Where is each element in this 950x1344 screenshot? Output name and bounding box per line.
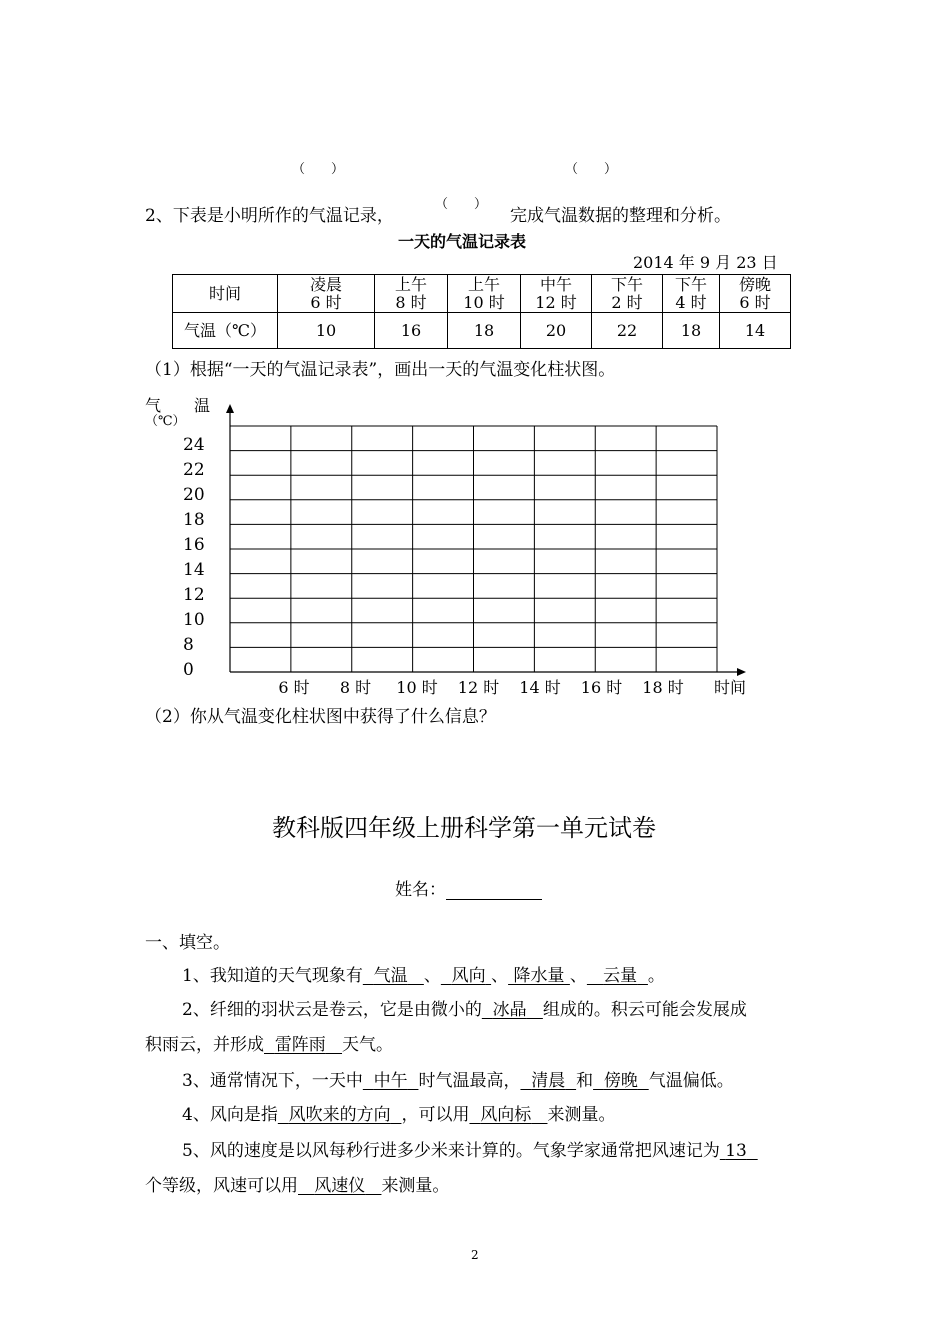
- answer-blank: 冰晶: [492, 1000, 527, 1020]
- table-date: 2014 年 9 月 23 日: [633, 253, 778, 272]
- answer-blank: 傍晚: [603, 1071, 638, 1091]
- answer-blank: 雷阵雨: [274, 1035, 326, 1055]
- answer-blank: 中午: [373, 1071, 408, 1091]
- table-cell-time: 下午 4 时: [663, 275, 720, 313]
- table-cell-temp: 10: [278, 313, 375, 349]
- y-tick-label: 14: [183, 560, 205, 580]
- table-cell-temp: 16: [375, 313, 448, 349]
- fill-question-1: 1、我知道的天气现象有 气温 、 风向 、 降水量 、 云量 。: [182, 966, 665, 986]
- table-cell-time: 上午 10 时: [448, 275, 521, 313]
- table-cell-temp: 20: [521, 313, 592, 349]
- answer-blank: 清晨: [531, 1071, 566, 1091]
- x-tick-label: 16 时: [580, 678, 623, 697]
- answer-blank: 云量: [603, 966, 638, 986]
- table-cell-time: 中午 12 时: [521, 275, 592, 313]
- y-tick-label: 0: [183, 660, 194, 680]
- chart-axes: [226, 404, 746, 676]
- x-axis-label: 时间: [713, 678, 747, 697]
- x-tick-label: 18 时: [642, 678, 684, 697]
- y-tick-label: 24: [183, 435, 205, 455]
- table-cell-temp: 22: [592, 313, 663, 349]
- chart-xticks: [278, 678, 746, 697]
- name-field: [395, 875, 542, 900]
- x-tick-label: 8 时: [339, 678, 372, 697]
- x-axis-arrow: [737, 668, 746, 676]
- table-header-temp: 气温（℃）: [173, 313, 278, 349]
- table-cell-temp: 14: [720, 313, 791, 349]
- chart-grid: [230, 426, 717, 672]
- y-tick-label: 10: [183, 610, 205, 630]
- y-axis-arrow: [226, 404, 234, 413]
- exam-title: 教科版四年级上册科学第一单元试卷: [272, 814, 656, 842]
- y-tick-label: 18: [183, 510, 205, 530]
- answer-blank: 13: [725, 1141, 747, 1161]
- table-header-time: 时间: [173, 275, 278, 313]
- x-tick-label: 6 时: [278, 678, 310, 697]
- table-cell-time: 下午 2 时: [592, 275, 663, 313]
- y-tick-label: 16: [183, 535, 205, 555]
- table-cell-time: 凌晨 6 时: [278, 275, 375, 313]
- name-label: 姓名：: [395, 880, 446, 900]
- answer-blank: 风速仪: [314, 1176, 366, 1196]
- chart-yticks: [183, 435, 205, 680]
- chart-ylabel-unit: （℃）: [145, 414, 186, 429]
- fill-question-5: 5、风的速度是以风每秒行进多少米来计算的。气象学家通常把风速记为 13: [182, 1136, 758, 1161]
- fill-question-2: 2、纤细的羽状云是卷云，它是由微小的 冰晶 组成的。积云可能会发展成: [182, 1000, 747, 1020]
- blank-paren: （ ）: [565, 162, 618, 177]
- fill-question-3: 3、通常情况下，一天中 中午 时气温最高， 清晨 和 傍晚 气温偏低。: [182, 1071, 734, 1091]
- y-tick-label: 22: [183, 460, 205, 480]
- table-cell-time: 上午 8 时: [375, 275, 448, 313]
- blank-paren: （ ）: [292, 162, 345, 177]
- table-cell-temp: 18: [663, 313, 720, 349]
- page-number: 2: [471, 1248, 479, 1262]
- chart-ylabel: 气: [145, 396, 162, 415]
- y-tick-label: 12: [183, 585, 205, 605]
- section-heading: 一、填空。: [145, 933, 230, 953]
- question-2-intro-tail: 完成气温数据的整理和分析。: [510, 206, 731, 226]
- question-2-2: （2）你从气温变化柱状图中获得了什么信息？: [145, 707, 496, 727]
- question-2-1: （1）根据“一天的气温记录表”，画出一天的气温变化柱状图。: [145, 360, 616, 380]
- x-tick-label: 14 时: [519, 678, 561, 697]
- table-cell-temp: 18: [448, 313, 521, 349]
- answer-blank: 风吹来的方向: [288, 1105, 391, 1125]
- blank-paren: （ ）: [435, 197, 488, 212]
- answer-blank: 降水量: [513, 966, 565, 986]
- y-tick-label: 8: [183, 635, 194, 655]
- name-blank[interactable]: [446, 882, 542, 900]
- chart-ylabel: 温: [194, 396, 211, 415]
- answer-blank: 风向标: [480, 1105, 532, 1125]
- answer-blank: 气温: [373, 966, 408, 986]
- x-tick-label: 10 时: [396, 678, 438, 697]
- question-2-intro: 2、下表是小明所作的气温记录，: [145, 206, 394, 226]
- answer-blank: 风向: [451, 966, 486, 986]
- fill-question-2-cont: 积雨云，并形成 雷阵雨 天气。: [145, 1035, 394, 1055]
- table-title: 一天的气温记录表: [398, 232, 527, 251]
- table-cell-time: 傍晚 6 时: [720, 275, 791, 313]
- fill-question-5-cont: 个等级，风速可以用 风速仪 来测量。: [145, 1176, 450, 1196]
- y-tick-label: 20: [183, 485, 205, 505]
- x-tick-label: 12 时: [457, 678, 500, 697]
- fill-question-4: 4、风向是指 风吹来的方向 ，可以用 风向标 来测量。: [182, 1105, 616, 1125]
